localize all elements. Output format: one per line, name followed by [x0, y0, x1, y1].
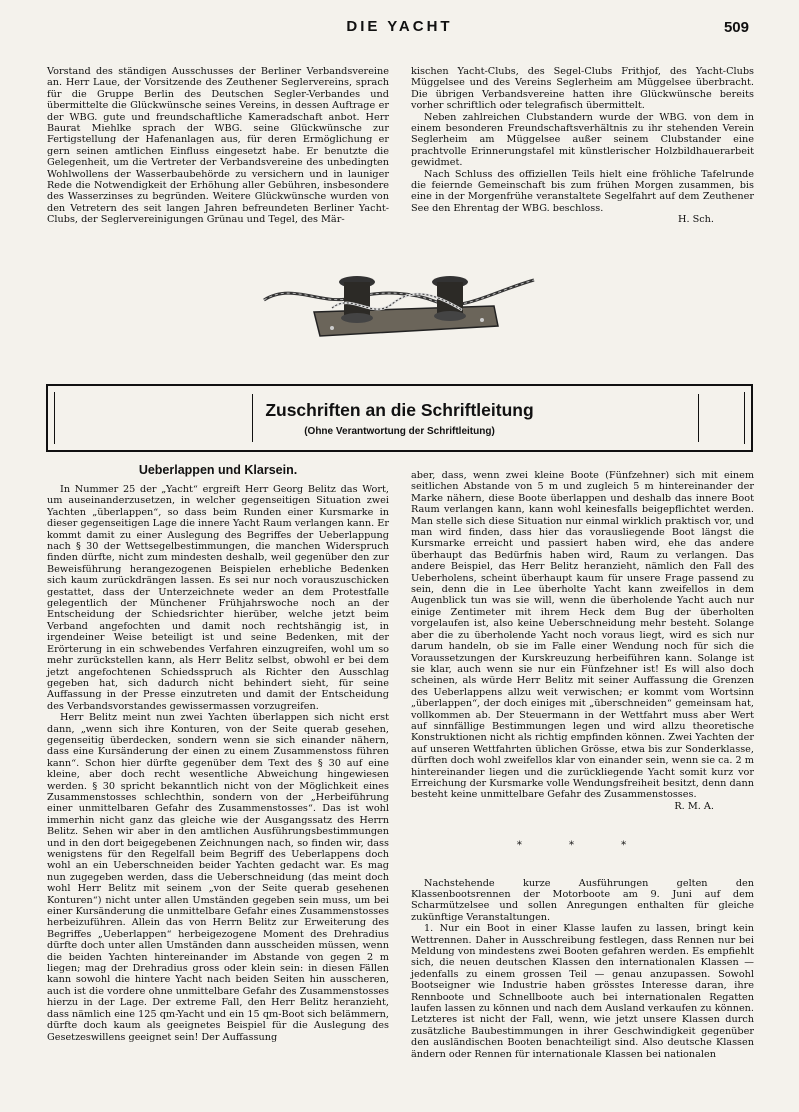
- separator: * * *: [516, 840, 649, 852]
- article-left-column: [47, 484, 389, 1043]
- mooring-bollard-with-rope-icon: [262, 262, 537, 342]
- page-number: 509: [723, 19, 749, 36]
- signature: H. Sch.: [678, 214, 714, 226]
- top-right-column: [411, 66, 754, 226]
- signature: R. M. A.: [674, 800, 714, 812]
- paragraph: In Nummer 25 der „Yacht“ ergreift Herr Georg Belitz das Wort, um auseinanderzusetzen, in welcher gegenseitigen Situation zwei Yachten „überlappen“, so dass beim Runden einer Kursmarke in dieser gegenseitigen Lage die innere Yacht Raum verlangen kann. Er kommt damit zu einer Auslegung des Begriffes der Ueberlappung nach § 30 der Wettsegelbestimmungen, die manchen Widerspruch finden dürfte, nicht zum mindesten deshalb, weil gegenüber den zur Beweisführung herangezogenen Beispielen erhebliche Bedenken sich kaum zurückdrängen lassen. Es sei nur noch vorauszuschicken gestattet, dass der Unterzeichnete weder an dem Protestfalle gelegentlich der Münchener Frühjahrswoche noch an der Entscheidung der Schiedsrichter hierüber, welche jetzt beim Verband angefochten und damit noch rechtshängig ist, in irgendeiner Weise beteiligt ist und seine Bedenken, mit der Erörterung in ein schwebendes Verfahren einzugreifen, wohl um so mehr zurückstellen kann, als Herr Belitz selbst, obwohl er bei dem jetzt angefochtenen Schiedsspruch als Richter den Ausschlag gegeben hat, sich dadurch nicht behindert sieht, für seine Auffassung in der Presse einzutreten und damit der Entscheidung des Verbandsvorstandes gewissermassen vorzugreifen.: [47, 484, 389, 712]
- top-left-column: [47, 66, 389, 226]
- paragraph: 1. Nur ein Boot in einer Klasse laufen zu lassen, bringt kein Wettrennen. Daher in Ausschreibung festlegen, dass Rennen nur bei Meldung von mindestens zwei Booten gefahren werden. Es empfiehlt sich, die neuen deutschen Klassen den internationalen Klassen — jedenfalls zu einem grossen Teil — genau anzupassen. Sowohl Bootseigner wie Industrie haben grösstes Interesse daran, ihre Rennboote und Schnellboote auch bei internationalen Regatten laufen lassen zu können und nach dem Ausland verkaufen zu können. Letzteres ist nicht der Fall, wenn, wie jetzt unsere Klassen durch zusätzliche Baubestimmungen in ihrer Geschwindigkeit gegenüber den ausländischen Booten benachteiligt sind. Also deutsche Klassen ändern oder Rennen für internationale Klassen bei nationalen: [411, 923, 754, 1060]
- paragraph: kischen Yacht-Clubs, des Segel-Clubs Frithjof, des Yacht-Clubs Müggelsee und des Vereins Seglerheim am Müggelsee überbracht. Die übrigen Verbandsvereine hatten ihre Glückwünsche bereits vorher schriftlich oder telegrafisch übermittelt.: [411, 66, 754, 112]
- article-title: Ueberlappen und Klarsein.: [138, 463, 298, 477]
- paragraph: aber, dass, wenn zwei kleine Boote (Fünfzehner) sich mit einem seitlichen Abstande von 5 m und zugleich 5 m hintereinander der Marke nähern, diese Boote überlappen und deshalb das innere Boot Raum verlangen kann, kann wohl keinesfalls beigepflichtet werden. Man stelle sich diese Situation nur einmal wirklich praktisch vor, und man wird finden, dass hier das vorausliegende Boot längst die Kursmarke erreicht und passiert haben wird, ehe das andere überhaupt das Bedürfnis haben wird, Raum zu verlangen. Das andere Beispiel, das Herr Belitz heranzieht, nämlich den Fall des Ueberholens, scheint überhaupt kaum für unsere Frage passend zu sein, denn die in Lee überholte Yacht kann zweifellos in dem Augenblick tun was sie will, wenn die überholende Yacht auch nur einige Zentimeter mit ihrem Heck dem Bug der überholten vorgelaufen ist, also keine Ueberschneidung mehr besteht. Solange aber die zu überholende Yacht noch voraus liegt, wird es sich nur darum handeln, ob sie im Falle einer Wendung noch für sich die Voraussetzungen der Kurskreuzung herbeiführen kann. Solange ist sie klar, auch wenn sie nur ein Fünfzehner ist! Es will also doch scheinen, als würde Herr Belitz mit seiner Auffassung die Grenzen des Ueberlappens allzu weit verwischen; er kommt vom Wortsinn „überlappen“, der doch einiges mit „überschneiden“ gemeinsam hat, vollkommen ab. Der Steuermann in der Wettfahrt muss aber Wert auf sinnfällige Bestimmungen legen und wird allzu theoretische Konstruktionen nicht als richtig empfinden können. Zwei Yachten der auf unseren Wettfahrten üblichen Grösse, etwa bis zur Sonderklasse, dürften doch wohl zweifellos klar von einander sein, wenn sie ca. 2 m hintereinander liegen und die zurückliegende Yacht somit kurz vor Erreichung der Kursmarke volle Wendungsfreiheit besitzt, denn dann besteht keine unmittelbare Gefahr des Zusammenstosses.: [411, 470, 754, 801]
- paragraph: Neben zahlreichen Clubstandern wurde der WBG. von dem in einem besonderen Freundschaftsverhältnis zu ihr stehenden Verein Seglerheim am Müggelsee außer seinem Clubstander eine prachtvolle Erinnerungstafel mit künstlerischer Holzbildhauerarbeit gewidmet.: [411, 111, 754, 169]
- section-header-box: [46, 384, 753, 452]
- page-header: [0, 18, 799, 40]
- section-subtitle: (Ohne Verantwortung der Schriftleitung): [304, 426, 495, 437]
- paragraph: Nachstehende kurze Ausführungen gelten den Klassenbootsrennen der Motorboote am 9. Juni auf dem Scharmützelsee und sollen Anregungen enthalten für gleiche zukünftige Veranstaltungen.: [411, 877, 754, 923]
- running-title: DIE YACHT: [346, 18, 453, 35]
- paragraph: Herr Belitz meint nun zwei Yachten überlappen sich nicht erst dann, „wenn sich ihre Konturen, von der Seite querab gesehen, gegenseitig überdecken, sondern wenn sie sich einander nähern, dass eine Kursänderung der einen zu einem Zusammenstoss führen kann“. Schon hier dürfte gegenüber dem Text des § 30 auf eine kleine, aber doch recht wesentliche Abweichung hingewiesen werden. § 30 spricht bekanntlich nicht von der Möglichkeit eines Zusammenstosses schlechthin, sondern von der „Herbeiführung einer unmittelbaren Gefahr des Zusammenstosses“. Das ist wohl immerhin nicht ganz das gleiche wie der Ausgangssatz des Herrn Belitz. Sehen wir aber in den amtlichen Ausführungsbestimmungen und in den dort beigegebenen Zeichnungen nach, so finden wir, dass wenigstens für den Regelfall beim Begriff des Ueberlappens doch wohl an ein Ueberschneiden beider Yachten gedacht war. Es mag nun zugegeben werden, dass die Ueberschneidung (das meint doch wohl Herr Belitz mit seinem „von der Seite querab gesehenen Konturen“) nicht unter allen Umständen gegeben sein muss, um bei einer Kursänderung die unmittelbare Gefahr eines Zusammenstosses herbeizuführen. Allein das von Herrn Belitz zur Erweiterung des Begriffes „Ueberlappen“ herbeigezogene Moment des Drehradius dürfte doch unter allen Umständen dann ausscheiden müssen, wenn die beiden Yachten hintereinander im Abstande von gegen 2 m liegen; mag der Drehradius gross oder klein sein: in diesen Fällen kann sowohl die hintere Yacht nach beiden Seiten hin ausscheren, auch ist die vordere ohne unmittelbare Gefahr des Zusammenstosses hierzu in der Lage. Der extreme Fall, den Herr Belitz heranzieht, dass nämlich eine 125 qm-Yacht und ein 15 qm-Boot sich belämmern, dürfte doch kaum als geeignetes Beispiel für die Auslegung des Gesetzeswillens geeignet sein! Der Auffassung: [47, 712, 389, 1043]
- paragraph: Vorstand des ständigen Ausschusses der Berliner Verbandsvereine an. Herr Laue, der Vorsitzende des Zeuthener Seglervereins, sprach für die Gruppe Berlin des Deutschen Segler-Verbandes und übermittelte die Glückwünsche seines Vereins, in dessen Auftrage er der WBG. gute und freundschaftliche Kameradschaft anbot. Herr Baurat Miehlke sprach der WBG. seine Glückwünsche zur Fertigstellung der Hafenanlagen aus, für deren Ermöglichung er gern seinen amtlichen Einfluss eingesetzt habe. Er benutzte die Gelegenheit, um die Vertreter der Verbandsvereine des unbedingten Wohlwollens der Wasserbaubehörde zu versichern und in launiger Rede die Notwendigkeit der Erhöhung aller Gebühren, insbesondere des Wasserzinses zu begründen. Weitere Glückwünsche wurden von den Vetretern des seit langen Jahren befreundeten Berliner Yacht-Clubs, der Seglervereinigungen Grünau und Tegel, des Mär-: [47, 66, 389, 226]
- section-title: Zuschriften an die Schriftleitung: [265, 400, 534, 420]
- paragraph: Nach Schluss des offiziellen Teils hielt eine fröhliche Tafelrunde die feiernde Gemeinschaft bis zum frühen Morgen zusammen, bis eine in der Morgenfrühe veranstaltete Segelfahrt auf dem Zeuthener See den Ehrentag der WBG. beschloss.: [411, 168, 754, 214]
- article-right-column: [411, 470, 754, 1060]
